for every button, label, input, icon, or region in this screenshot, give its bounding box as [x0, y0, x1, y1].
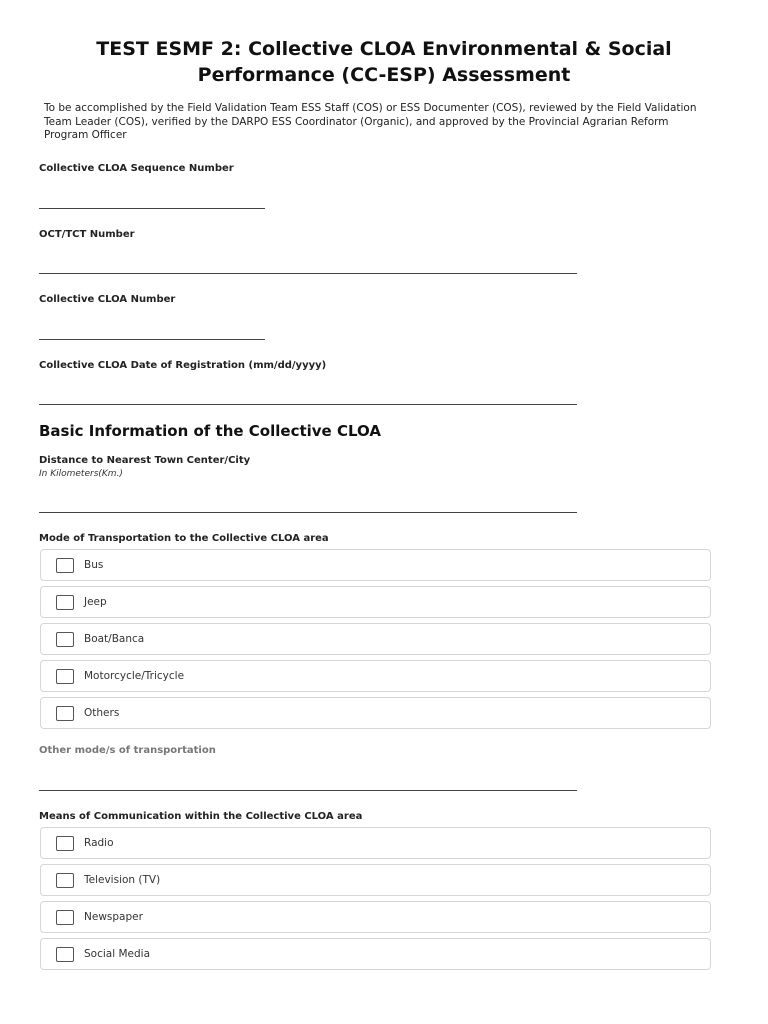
checkbox[interactable] — [56, 873, 74, 888]
cloa-number-label: Collective CLOA Number — [39, 294, 176, 305]
option-label: Social Media — [84, 948, 151, 960]
sequence-number-label: Collective CLOA Sequence Number — [39, 163, 234, 174]
distance-input[interactable] — [39, 499, 577, 513]
comm-option-social-media[interactable] — [40, 938, 711, 970]
distance-sublabel: In Kilometers(Km.) — [39, 469, 123, 479]
transport-option-jeep[interactable] — [40, 586, 711, 618]
transportation-label: Mode of Transportation to the Collective CLOA area — [39, 533, 329, 544]
checkbox[interactable] — [56, 947, 74, 962]
option-label: Television (TV) — [84, 874, 161, 886]
comm-option-radio[interactable] — [40, 827, 711, 859]
form-title: TEST ESMF 2: Collective CLOA Environmental & Social Performance (CC-ESP) Assessment — [96, 38, 672, 86]
transport-option-boat[interactable] — [40, 623, 711, 655]
option-label: Jeep — [84, 596, 107, 608]
transport-option-bus[interactable] — [40, 549, 711, 581]
sequence-number-input[interactable] — [39, 195, 265, 209]
oct-tct-number-label: OCT/TCT Number — [39, 229, 135, 240]
option-label: Radio — [84, 837, 114, 849]
distance-label: Distance to Nearest Town Center/City — [39, 455, 251, 466]
option-label: Motorcycle/Tricycle — [84, 670, 185, 682]
option-label: Boat/Banca — [84, 633, 145, 645]
checkbox[interactable] — [56, 910, 74, 925]
registration-date-label: Collective CLOA Date of Registration (mm/dd/yyyy) — [39, 360, 327, 371]
option-label: Others — [84, 707, 120, 719]
checkbox[interactable] — [56, 669, 74, 684]
other-transportation-input[interactable] — [39, 777, 577, 791]
other-transportation-label: Other mode/s of transportation — [39, 745, 216, 756]
comm-option-newspaper[interactable] — [40, 901, 711, 933]
form-description: To be accomplished by the Field Validation Team ESS Staff (COS) or ESS Documenter (COS), reviewed by the Field Validation Team Leader (COS), verified by the DARPO ESS Coordinator (Organic), and approved by the Provincial Agrarian Reform Program Officer — [44, 102, 697, 141]
option-label: Bus — [84, 559, 104, 571]
oct-tct-number-input[interactable] — [39, 260, 577, 274]
checkbox[interactable] — [56, 706, 74, 721]
checkbox[interactable] — [56, 836, 74, 851]
comm-option-tv[interactable] — [40, 864, 711, 896]
transport-option-motorcycle[interactable] — [40, 660, 711, 692]
communication-label: Means of Communication within the Collective CLOA area — [39, 811, 363, 822]
option-label: Newspaper — [84, 911, 143, 923]
transport-option-others[interactable] — [40, 697, 711, 729]
section-title-basic-info: Basic Information of the Collective CLOA — [39, 422, 381, 440]
cloa-number-input[interactable] — [39, 326, 265, 340]
checkbox[interactable] — [56, 632, 74, 647]
checkbox[interactable] — [56, 558, 74, 573]
checkbox[interactable] — [56, 595, 74, 610]
registration-date-input[interactable] — [39, 391, 577, 405]
